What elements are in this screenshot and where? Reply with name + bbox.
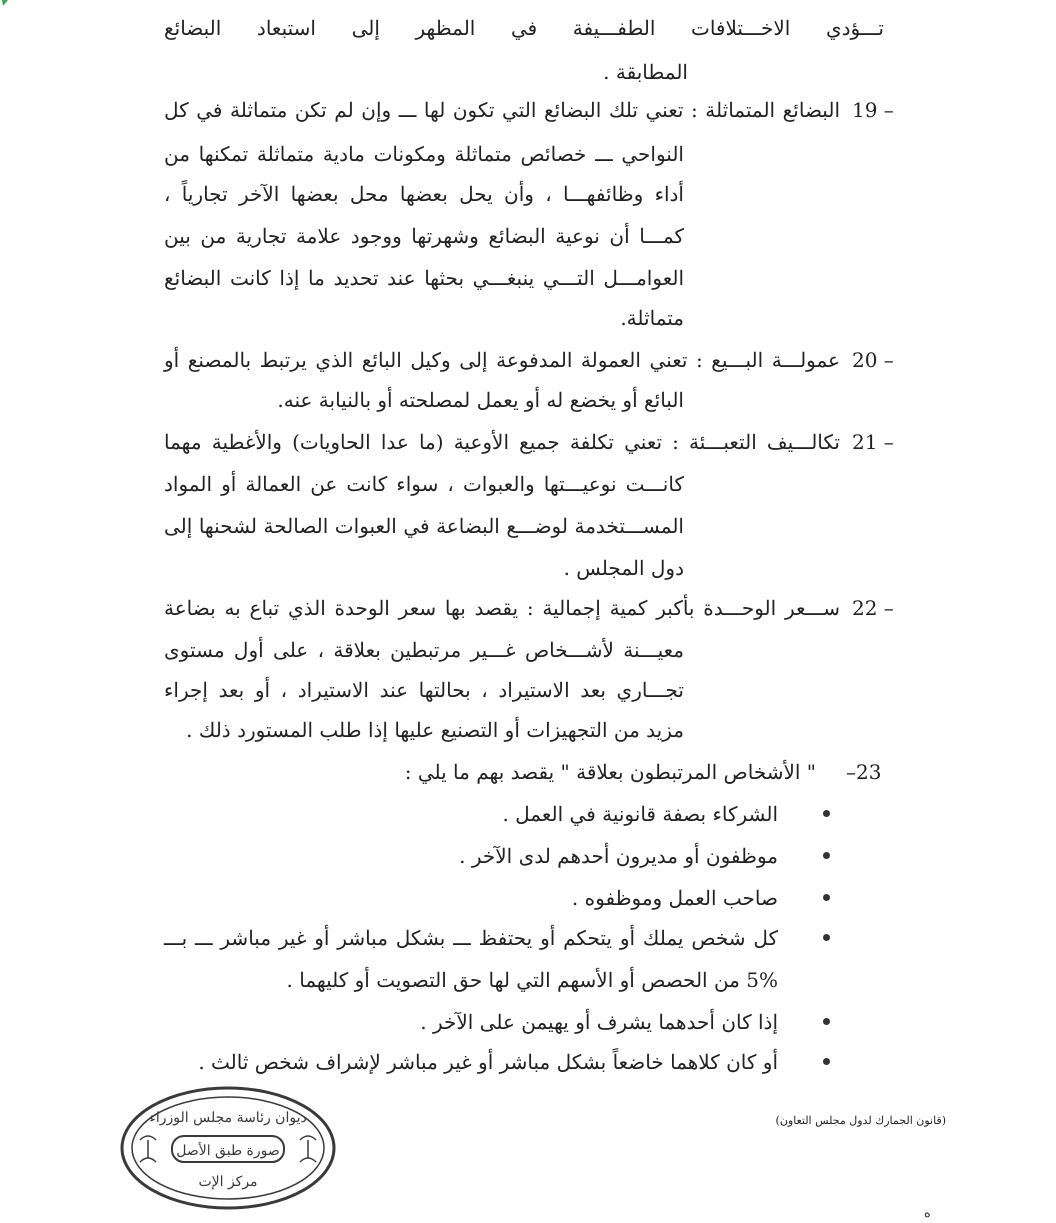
corner-mark-icon <box>0 0 10 8</box>
bullet-marker <box>823 1058 830 1065</box>
stamp-middle-text: صورة طبق الأصل <box>176 1143 280 1159</box>
bullet-item-4-line-1: كل شخص يملك أو يتحكم أو يحتفظ ـــ بشكل مباشر أو غير مباشر ـــ بـــ <box>164 926 778 950</box>
emblem-left-icon <box>140 1136 156 1162</box>
bullet-item-4-line-2: 5% من الحصص أو الأسهم التي لها حق التصويت أو كليهما . <box>286 968 778 992</box>
item-19-line-3: أداء وظائفهـــا ، وأن يحل بعضها محل بعضها الآخر تجارياً ، <box>164 182 684 206</box>
intro-line-2: المطابقة . <box>603 60 688 84</box>
item-19-line-4: كمـــا أن نوعية البضائع وشهرتها ووجود علامة تجارية من بين <box>164 224 684 248</box>
item-19-line-2: النواحي ـــ خصائص متماثلة ومكونات مادية متماثلة تمكنها من <box>164 142 684 166</box>
bullet-item-6: أو كان كلاهما خاضعاً بشكل مباشر أو غير مباشر لإشراف شخص ثالث . <box>198 1050 778 1074</box>
item-number-20: 20 – <box>852 348 894 372</box>
item-22-line-1: ســـعر الوحـــدة بأكبر كمية إجمالية : يقصد بها سعر الوحدة الذي تباع به بضاعة <box>164 596 840 620</box>
item-19-line-6: متماثلة. <box>620 306 684 330</box>
item-21-line-2: كانـــت نوعيـــتها والعبوات ، سواء كانت عن العمالة أو المواد <box>164 472 684 496</box>
item-21-line-1: تكالـــيف التعبـــئة : تعني تكلفة جميع الأوعية (ما عدا الحاويات) والأغطية مهما <box>164 430 840 454</box>
intro-line-1: تـــؤدي الاخـــتلافات الطفـــيفة في المظهر إلى استبعاد البضائع <box>164 16 884 40</box>
item-number-22: 22 – <box>852 596 894 620</box>
item-19-line-1: البضائع المتماثلة : تعني تلك البضائع التي تكون لها ـــ وإن لم تكن متماثلة في كل <box>164 98 840 122</box>
footer-note: (قانون الجمارك لدول مجلس التعاون) <box>775 1114 946 1127</box>
stamp-bottom-text: مركز الإت <box>198 1174 258 1190</box>
bullet-marker <box>823 894 830 901</box>
item-21-line-4: دول المجلس . <box>563 556 684 580</box>
official-stamp <box>118 1082 338 1214</box>
item-21-line-3: المســـتخدمة لوضـــع البضاعة في العبوات الصالحة لشحنها إلى <box>164 514 684 538</box>
bullet-marker <box>823 852 830 859</box>
item-22-line-2: معيـــنة لأشـــخاص غـــير مرتبطين بعلاقة ، على أول مستوى <box>164 638 684 662</box>
item-number-19: 19 – <box>852 98 894 122</box>
bullet-marker <box>823 810 830 817</box>
bullet-item-2: موظفون أو مديرون أحدهم لدى الآخر . <box>459 844 778 868</box>
stamp-top-text: ديوان رئاسة مجلس الوزراء <box>149 1110 307 1126</box>
item-19-line-5: العوامـــل التـــي ينبغـــي بحثها عند تحديد ما إذا كانت البضائع <box>164 266 684 290</box>
bullet-marker <box>823 1018 830 1025</box>
bullet-marker <box>823 934 830 941</box>
page-mark: ه <box>924 1206 931 1221</box>
item-20-line-1: عمولـــة البـــيع : تعني العمولة المدفوعة إلى وكيل البائع الذي يرتبط بالمصنع أو <box>164 348 840 372</box>
bullet-item-5: إذا كان أحدهما يشرف أو يهيمن على الآخر . <box>420 1010 778 1034</box>
item-22-line-3: تجـــاري بعد الاستيراد ، بحالتها عند الاستيراد ، أو بعد إجراء <box>164 678 684 702</box>
bullet-item-3: صاحب العمل وموظفوه . <box>571 886 778 910</box>
item-22-line-4: مزيد من التجهيزات أو التصنيع عليها إذا طلب المستورد ذلك . <box>186 718 684 742</box>
item-20-line-2: البائع أو يخضع له أو يعمل لمصلحته أو بالنيابة عنه. <box>277 388 684 412</box>
item-23-line-1: " الأشخاص المرتبطون بعلاقة " يقصد بهم ما يلي : <box>404 760 816 784</box>
item-number-23: –23 <box>846 760 882 784</box>
bullet-item-1: الشركاء بصفة قانونية في العمل . <box>502 802 778 826</box>
emblem-right-icon <box>300 1136 316 1162</box>
item-number-21: 21 – <box>852 430 894 454</box>
